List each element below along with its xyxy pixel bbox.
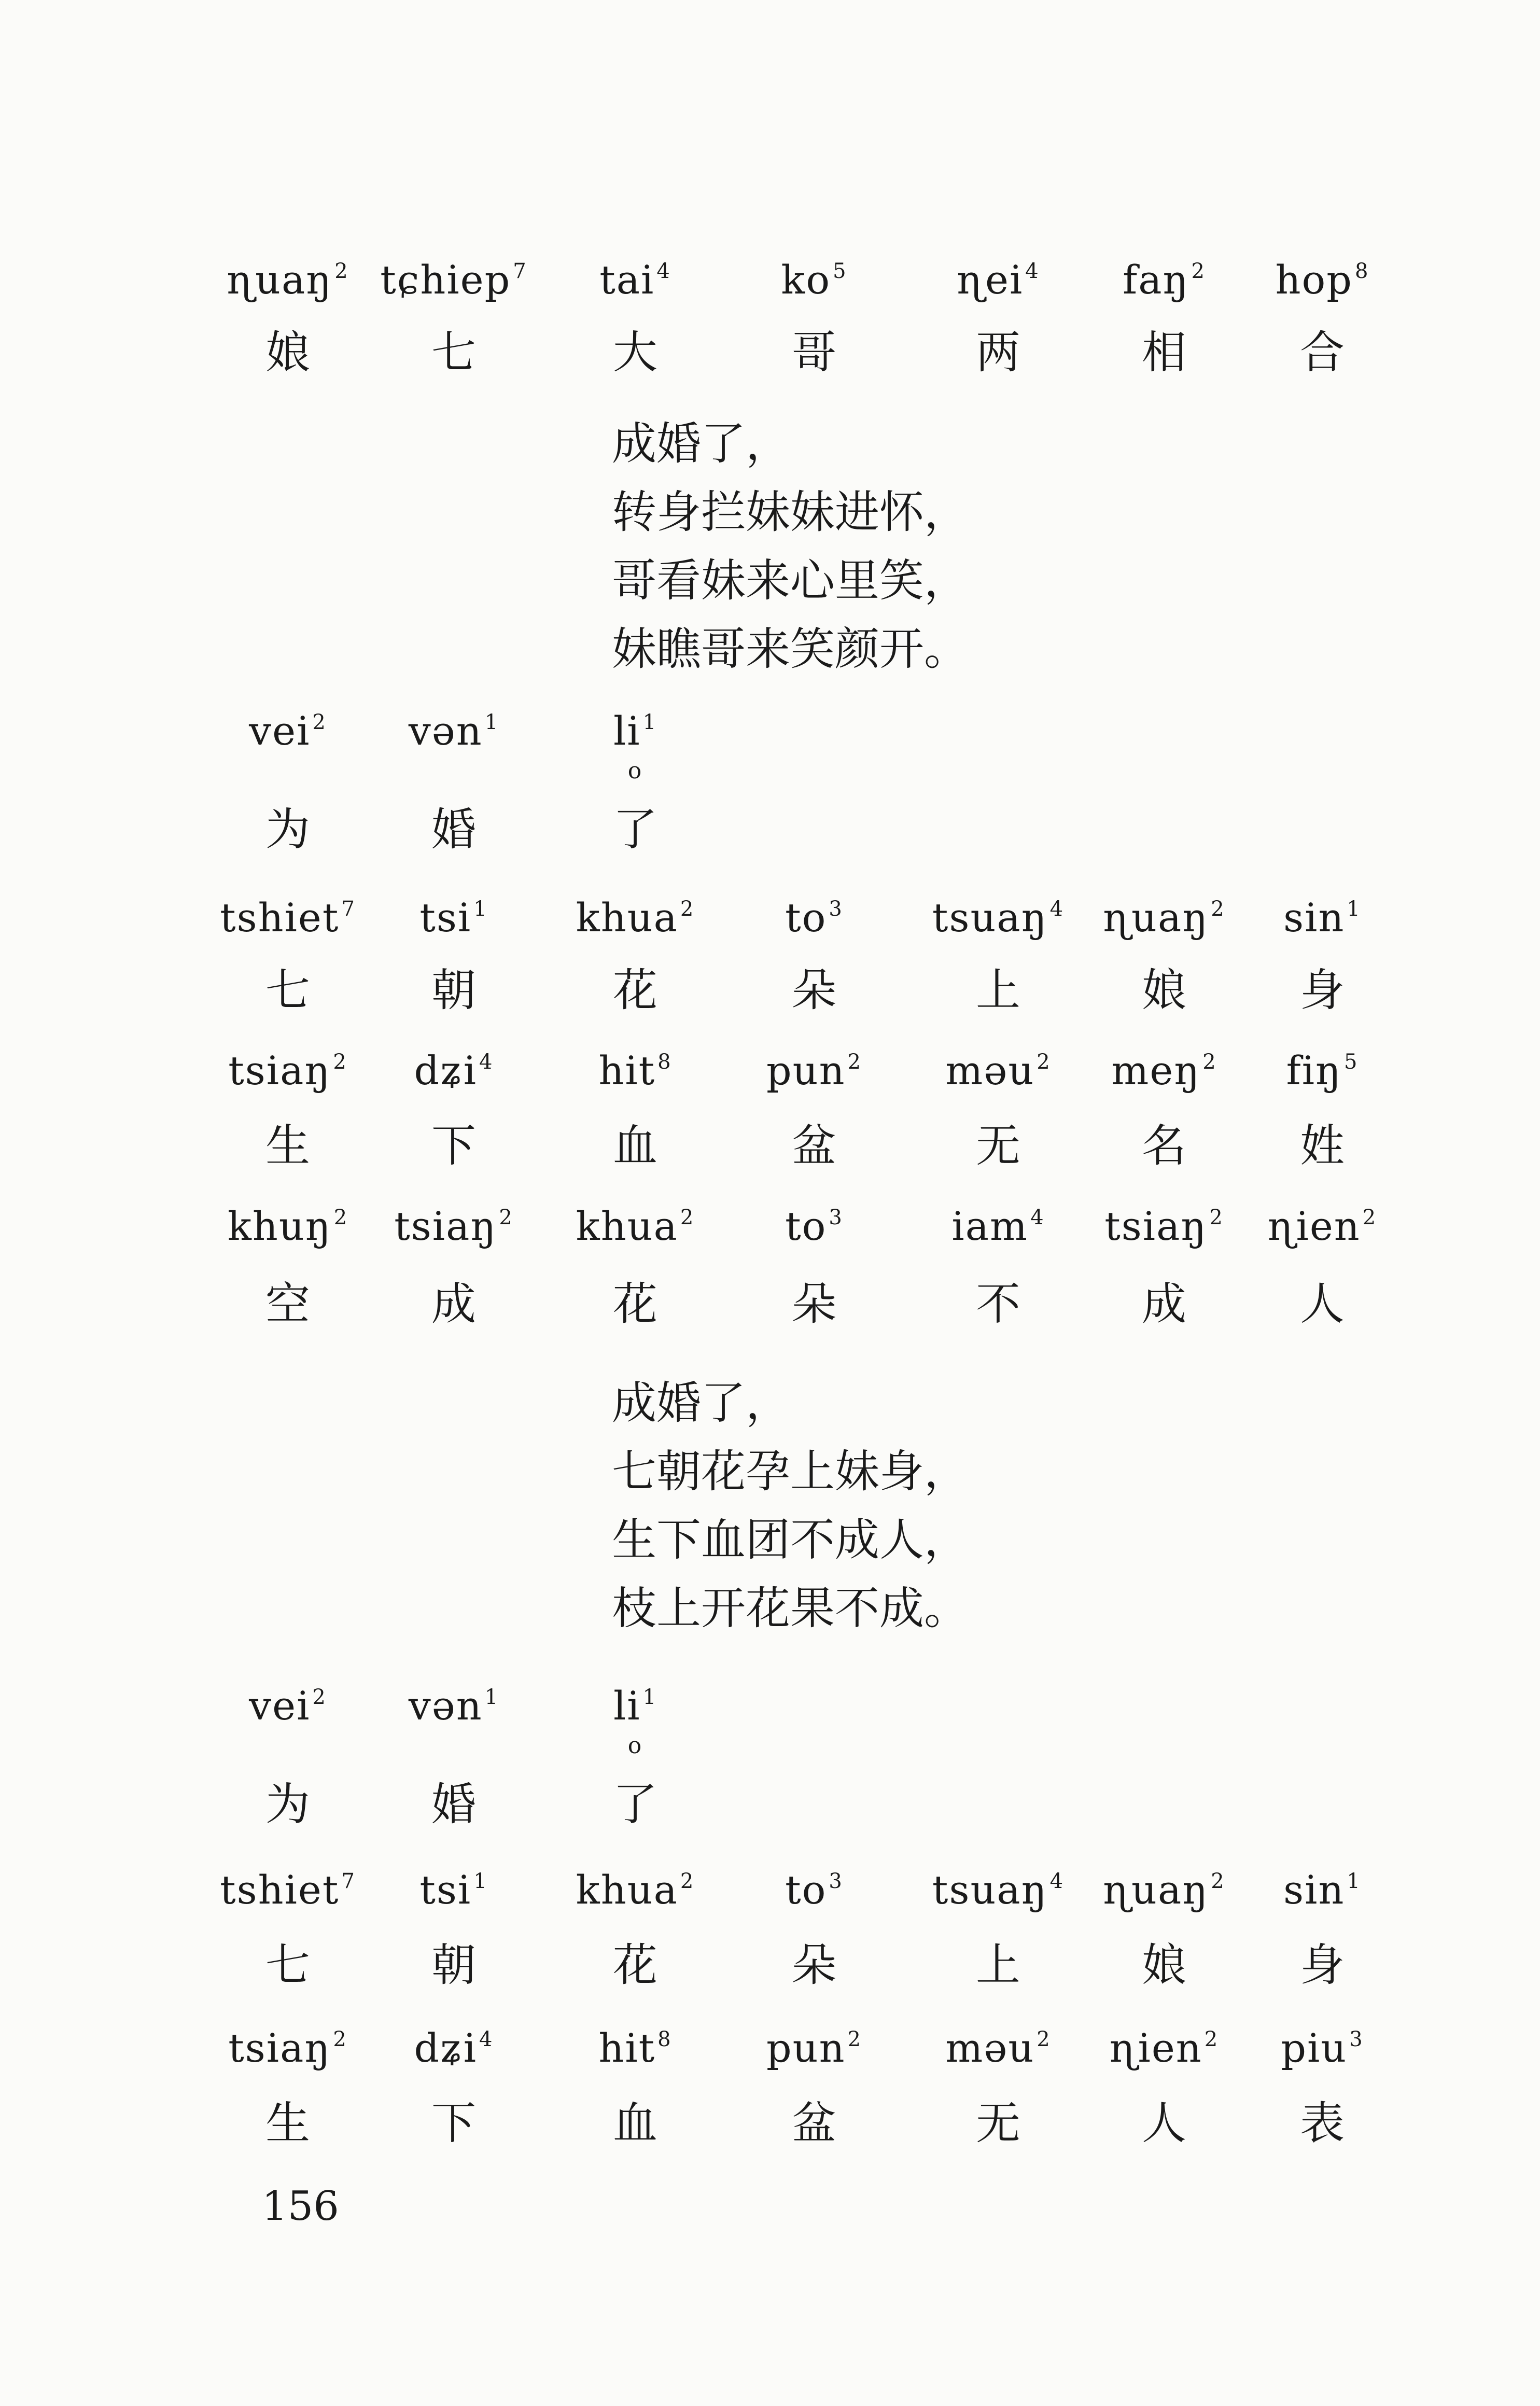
hanzi-character: 人 xyxy=(1300,1278,1345,1330)
hanzi-row xyxy=(0,2095,1540,2162)
romanization-syllable: sin $^1$ xyxy=(1283,894,1361,941)
romanization-row xyxy=(0,2022,1540,2090)
hanzi-character: 身 xyxy=(1300,964,1345,1016)
romanization-syllable: tai $^4$ xyxy=(599,257,671,303)
hanzi-character: 合 xyxy=(1300,327,1345,379)
romanization-syllable: piu $^3$ xyxy=(1281,2025,1364,2071)
hanzi-character: 朝 xyxy=(431,964,476,1016)
tone-number: 5 xyxy=(833,259,847,283)
pause-mark: o xyxy=(627,758,643,784)
hanzi-character: 七 xyxy=(265,1939,310,1991)
romanization-syllable: məu $^2$ xyxy=(945,1047,1051,1094)
hanzi-character: 上 xyxy=(976,964,1020,1016)
hanzi-character: 为 xyxy=(265,1779,310,1830)
hanzi-character: 娘 xyxy=(1142,1939,1186,1991)
romanization-syllable: vən $^1$ xyxy=(408,708,499,754)
tone-number: 4 xyxy=(479,1050,494,1074)
verse-line: 枝上开花果不成。 xyxy=(612,1583,969,1634)
tone-number: 2 xyxy=(312,710,327,734)
hanzi-character: 人 xyxy=(1142,2097,1186,2149)
hanzi-row xyxy=(0,1117,1540,1185)
hanzi-character: 名 xyxy=(1142,1120,1186,1172)
hanzi-character: 血 xyxy=(613,2097,657,2149)
romanization-syllable: tsiaŋ $^2$ xyxy=(228,1047,347,1094)
hanzi-character: 姓 xyxy=(1300,1120,1345,1172)
romanization-row xyxy=(0,892,1540,959)
hanzi-character: 娘 xyxy=(265,327,310,379)
hanzi-character: 七 xyxy=(431,327,476,379)
tone-number: 3 xyxy=(1349,2027,1364,2051)
tone-number: 2 xyxy=(1209,1206,1224,1229)
pause-mark: o xyxy=(627,1732,643,1759)
romanization-syllable: khuŋ $^2$ xyxy=(227,1203,348,1249)
verse-line: 转身拦妹妹进怀， xyxy=(612,486,969,538)
romanization-syllable: pun $^2$ xyxy=(766,2025,862,2071)
romanization-syllable: ɳuaŋ $^2$ xyxy=(1103,894,1225,941)
tone-number: 2 xyxy=(1191,259,1206,283)
romanization-syllable: fiŋ $^5$ xyxy=(1286,1047,1359,1094)
hanzi-row xyxy=(0,801,1540,869)
romanization-syllable: tsi $^1$ xyxy=(419,1867,488,1913)
hanzi-character: 为 xyxy=(265,804,310,856)
tone-number: 2 xyxy=(334,259,349,283)
tone-number: 4 xyxy=(479,2027,494,2051)
hanzi-character: 生 xyxy=(265,2097,310,2149)
tone-number: 2 xyxy=(333,1050,347,1074)
romanization-syllable: dʑi $^4$ xyxy=(414,2025,494,2071)
verse-stanza xyxy=(612,410,969,683)
romanization-syllable: tshiet $^7$ xyxy=(220,894,356,941)
verse-stanza xyxy=(612,1369,969,1643)
tone-number: 3 xyxy=(829,897,843,921)
tone-number: 4 xyxy=(656,259,671,283)
romanization-syllable: iam $^4$ xyxy=(951,1203,1045,1249)
tone-number: 1 xyxy=(642,710,657,734)
tone-number: 4 xyxy=(1049,897,1065,921)
tone-number: 2 xyxy=(499,1206,513,1229)
tone-number: 3 xyxy=(829,1869,843,1893)
hanzi-character: 下 xyxy=(431,1120,476,1172)
verse-line: 哥看妹来心里笑， xyxy=(612,555,969,607)
romanization-row xyxy=(0,1864,1540,1932)
romanization-syllable: sin $^1$ xyxy=(1283,1867,1361,1913)
tone-number: 1 xyxy=(473,897,488,921)
romanization-syllable: tsiaŋ $^2$ xyxy=(394,1203,513,1249)
verse-line: 成婚了， xyxy=(612,1377,790,1429)
tone-number: 2 xyxy=(1202,1050,1217,1074)
romanization-row xyxy=(0,1680,1540,1759)
tone-number: 1 xyxy=(484,710,499,734)
hanzi-character: 了 xyxy=(613,1779,657,1830)
hanzi-character: 身 xyxy=(1300,1939,1345,1991)
romanization-syllable: khua $^2$ xyxy=(576,894,695,941)
romanization-syllable: tsuaŋ $^4$ xyxy=(932,1867,1065,1913)
tone-number: 2 xyxy=(1204,2027,1219,2051)
hanzi-character: 不 xyxy=(976,1278,1020,1330)
tone-number: 1 xyxy=(473,1869,488,1893)
hanzi-character: 上 xyxy=(976,1939,1020,1991)
romanization-syllable: tsiaŋ $^2$ xyxy=(1104,1203,1224,1249)
romanization-syllable: ɳuaŋ $^2$ xyxy=(227,257,349,303)
tone-number: 2 xyxy=(847,1050,862,1074)
romanization-syllable: vei $^2$ xyxy=(249,708,327,754)
page-number: 156 xyxy=(262,2183,339,2230)
romanization-syllable: to $^3$ xyxy=(785,894,843,941)
tone-number: 8 xyxy=(1354,259,1369,283)
romanization-syllable: to $^3$ xyxy=(785,1203,843,1249)
tone-number: 7 xyxy=(341,897,356,921)
hanzi-character: 朵 xyxy=(792,1939,836,1991)
romanization-syllable: dʑi $^4$ xyxy=(414,1047,494,1094)
hanzi-row xyxy=(0,324,1540,391)
romanization-syllable: tsiaŋ $^2$ xyxy=(228,2025,347,2071)
hanzi-character: 花 xyxy=(613,1939,657,1991)
romanization-row xyxy=(0,1200,1540,1268)
romanization-syllable: tshiet $^7$ xyxy=(220,1867,356,1913)
romanization-syllable: to $^3$ xyxy=(785,1867,843,1913)
verse-line: 七朝花孕上妹身， xyxy=(612,1446,969,1498)
romanization-syllable: pun $^2$ xyxy=(766,1047,862,1094)
romanization-syllable: vei $^2$ xyxy=(249,1683,327,1729)
verse-line: 妹瞧哥来笑颜开。 xyxy=(612,623,969,675)
romanization-syllable: tsi $^1$ xyxy=(419,894,488,941)
romanization-syllable: li $^1$ o xyxy=(613,708,657,784)
hanzi-character: 两 xyxy=(976,327,1020,379)
romanization-syllable: hit $^8$ xyxy=(598,1047,672,1094)
tone-number: 2 xyxy=(680,897,695,921)
hanzi-character: 成 xyxy=(431,1278,476,1330)
romanization-syllable: meŋ $^2$ xyxy=(1111,1047,1217,1094)
tone-number: 2 xyxy=(1362,1206,1377,1229)
romanization-syllable: tɕhiep $^7$ xyxy=(380,257,527,303)
tone-number: 2 xyxy=(312,1685,327,1709)
hanzi-character: 盆 xyxy=(792,1120,836,1172)
hanzi-character: 花 xyxy=(613,964,657,1016)
hanzi-character: 娘 xyxy=(1142,964,1186,1016)
hanzi-character: 成 xyxy=(1142,1278,1186,1330)
tone-number: 2 xyxy=(680,1206,695,1229)
hanzi-character: 无 xyxy=(976,2097,1020,2149)
hanzi-character: 下 xyxy=(431,2097,476,2149)
tone-number: 5 xyxy=(1343,1050,1359,1074)
hanzi-character: 表 xyxy=(1300,2097,1345,2149)
hanzi-row xyxy=(0,1276,1540,1343)
hanzi-character: 七 xyxy=(265,964,310,1016)
hanzi-row xyxy=(0,1776,1540,1843)
hanzi-character: 朵 xyxy=(792,1278,836,1330)
tone-number: 4 xyxy=(1049,1869,1065,1893)
romanization-syllable: khua $^2$ xyxy=(576,1203,695,1249)
tone-number: 2 xyxy=(333,2027,347,2051)
hanzi-character: 朵 xyxy=(792,964,836,1016)
romanization-syllable: li $^1$ o xyxy=(613,1683,657,1759)
hanzi-row xyxy=(0,1937,1540,2004)
tone-number: 8 xyxy=(657,1050,672,1074)
romanization-syllable: faŋ $^2$ xyxy=(1123,257,1206,303)
romanization-syllable: ɳien $^2$ xyxy=(1267,1203,1377,1249)
hanzi-character: 朝 xyxy=(431,1939,476,1991)
tone-number: 4 xyxy=(1025,259,1040,283)
hanzi-character: 大 xyxy=(613,327,657,379)
tone-number: 1 xyxy=(484,1685,499,1709)
tone-number: 2 xyxy=(1037,1050,1051,1074)
romanization-syllable: ɳien $^2$ xyxy=(1109,2025,1219,2071)
tone-number: 2 xyxy=(680,1869,695,1893)
romanization-syllable: hop $^8$ xyxy=(1275,257,1369,303)
hanzi-character: 相 xyxy=(1142,327,1186,379)
tone-number: 7 xyxy=(341,1869,356,1893)
tone-number: 7 xyxy=(513,259,527,283)
verse-line: 生下血团不成人， xyxy=(612,1514,969,1566)
hanzi-character: 婚 xyxy=(431,1779,476,1830)
tone-number: 2 xyxy=(1211,897,1225,921)
romanization-row xyxy=(0,254,1540,321)
tone-number: 1 xyxy=(642,1685,657,1709)
tone-number: 4 xyxy=(1030,1206,1045,1229)
hanzi-character: 盆 xyxy=(792,2097,836,2149)
romanization-syllable: məu $^2$ xyxy=(945,2025,1051,2071)
romanization-syllable: khua $^2$ xyxy=(576,1867,695,1913)
romanization-syllable: vən $^1$ xyxy=(408,1683,499,1729)
hanzi-character: 了 xyxy=(613,804,657,856)
hanzi-character: 哥 xyxy=(792,327,836,379)
tone-number: 3 xyxy=(829,1206,843,1229)
romanization-syllable: ko $^5$ xyxy=(781,257,847,303)
romanization-syllable: hit $^8$ xyxy=(598,2025,672,2071)
hanzi-row xyxy=(0,962,1540,1029)
hanzi-character: 空 xyxy=(265,1278,310,1330)
tone-number: 1 xyxy=(1347,1869,1361,1893)
verse-line: 成婚了， xyxy=(612,418,790,470)
tone-number: 2 xyxy=(1037,2027,1051,2051)
tone-number: 2 xyxy=(847,2027,862,2051)
hanzi-character: 血 xyxy=(613,1120,657,1172)
romanization-syllable: ɳei $^4$ xyxy=(957,257,1040,303)
hanzi-character: 生 xyxy=(265,1120,310,1172)
hanzi-character: 花 xyxy=(613,1278,657,1330)
hanzi-character: 无 xyxy=(976,1120,1020,1172)
romanization-row xyxy=(0,1045,1540,1112)
romanization-syllable: ɳuaŋ $^2$ xyxy=(1103,1867,1225,1913)
tone-number: 8 xyxy=(657,2027,672,2051)
romanization-row xyxy=(0,705,1540,784)
tone-number: 2 xyxy=(1211,1869,1225,1893)
tone-number: 1 xyxy=(1347,897,1361,921)
tone-number: 2 xyxy=(333,1206,348,1229)
hanzi-character: 婚 xyxy=(431,804,476,856)
romanization-syllable: tsuaŋ $^4$ xyxy=(932,894,1065,941)
